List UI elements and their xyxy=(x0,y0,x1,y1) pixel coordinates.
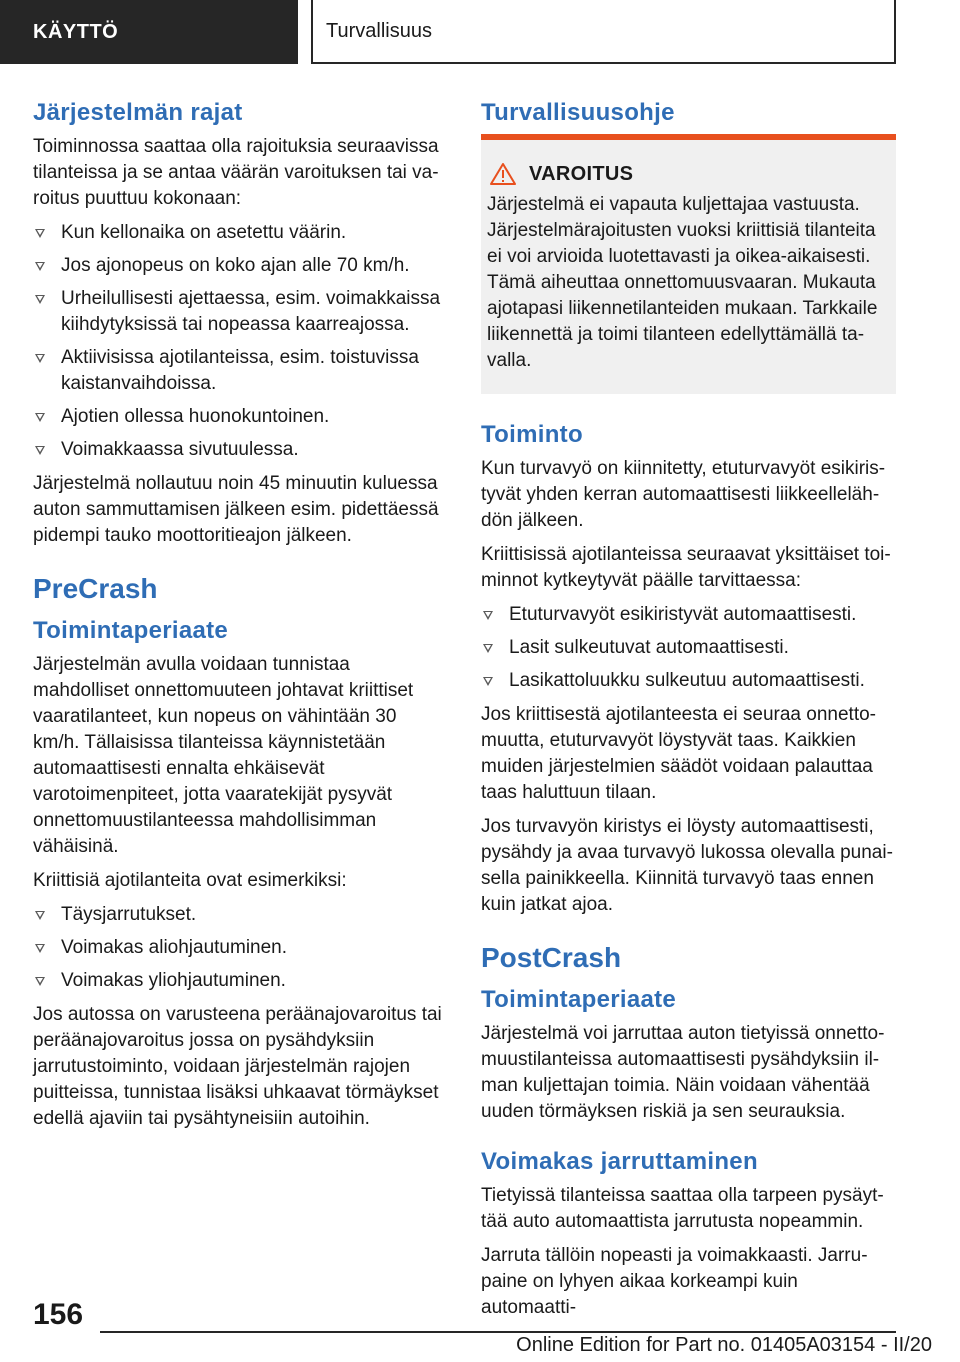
function-paragraph-1: Kun turvavyö on kiinnitetty, etuturvavyöt esikiristyvät yhden kerran automaattisesti liikkeellelähdön jälkeen. xyxy=(481,458,886,531)
triangle-bullet-icon xyxy=(35,446,45,455)
list-item: Aktiivisissa ajotilanteissa, esim. toistuvissa kaistanvaihdoissa. xyxy=(33,345,448,397)
list-item: Voimakkaassa sivutuulessa. xyxy=(33,437,448,463)
edition-footer: Online Edition for Part no. 01405A03154 - II/20 xyxy=(516,1334,932,1356)
function-list xyxy=(481,602,896,694)
limits-outro: Järjestelmä nollautuu noin 45 minuutin kuluessa auton sammuttamisen jälkeen esim. pidettäessä pidempi tauko moottoritieajon jälkeen. xyxy=(33,473,439,546)
braking-paragraph-1: Tietyissä tilanteissa saattaa olla tarpeen pysäyttää auto automaattista jarrutusta nopeammin. xyxy=(481,1185,884,1232)
function-paragraph-2: Kriittisissä ajotilanteissa seuraavat yksittäiset toiminnot kytkeytyvät päälle tarvittaessa: xyxy=(481,544,891,591)
triangle-bullet-icon xyxy=(35,354,45,363)
list-item: Ajotien ollessa huonokuntoinen. xyxy=(33,404,448,430)
right-column xyxy=(481,98,896,1329)
list-item: Etuturvavyöt esikiristyvät automaattisesti. xyxy=(481,602,896,628)
precrash-heading: PreCrash xyxy=(33,573,158,604)
principle-heading: Toimintaperiaate xyxy=(33,617,229,644)
safety-heading: Turvallisuusohje xyxy=(481,99,675,126)
triangle-bullet-icon xyxy=(35,977,45,986)
list-item: Täysjarrutukset. xyxy=(33,902,448,928)
triangle-bullet-icon xyxy=(483,644,493,653)
braking-paragraph-2: Jarruta tällöin nopeasti ja voimakkaasti. Jarrupaine on lyhyen aikaa korkeampi kuin automaatti- xyxy=(481,1245,868,1318)
page-number: 156 xyxy=(33,1298,84,1331)
critical-outro: Jos autossa on varusteena peräänajovaroitus tai peräänajovaroitus jossa on pysähdyksiin jarrutustoiminto, voidaan järjestelmän rajojen puitteissa, tunnistaa lisäksi uhkaavat törmäykset edellä ajaviin tai pysähtyneisiin autoihin. xyxy=(33,1004,442,1129)
list-item: Lasit sulkeutuvat automaattisesti. xyxy=(481,635,896,661)
section-tab xyxy=(0,0,298,64)
list-item: Kun kellonaika on asetettu väärin. xyxy=(33,220,448,246)
principle-text: Järjestelmän avulla voidaan tunnistaa mahdolliset onnettomuuteen johtavat kriittiset vaaratilanteet, kun nopeus on vähintään 30 km/h. Tällaisissa tilanteissa käynnistetään automaattisesti ennalta ehkäisevät varotoimenpiteet, jotta vaaratekijät pysyvät onnettomuustilanteessa mahdollisimman vähäisinä. xyxy=(33,654,414,857)
triangle-bullet-icon xyxy=(483,677,493,686)
limits-list xyxy=(33,220,448,463)
triangle-bullet-icon xyxy=(35,229,45,238)
function-paragraph-3: Jos kriittisestä ajotilanteesta ei seuraa onnettomuutta, etuturvavyöt löystyvät taas. Kaikkien muiden järjestelmien säädöt voidaan palauttaa taas haluttuun tilaan. xyxy=(481,704,876,803)
function-paragraph-4: Jos turvavyön kiristys ei löysty automaattisesti, pysähdy ja avaa turvavyö lukossa olevalla punaisella painikkeella. Kiinnitä turvavyö taas ennen kuin jatkat ajoa. xyxy=(481,816,893,915)
footer-divider xyxy=(100,1331,896,1333)
list-item: Voimakas aliohjautuminen. xyxy=(33,935,448,961)
triangle-bullet-icon xyxy=(35,262,45,271)
warning-title: VAROITUS xyxy=(529,162,634,185)
limits-heading: Järjestelmän rajat xyxy=(33,99,243,126)
critical-intro: Kriittisiä ajotilanteita ovat esimerkiksi: xyxy=(33,870,347,891)
topic-header xyxy=(311,0,896,64)
list-item: Urheilullisesti ajettaessa, esim. voimakkaissa kiihdytyksissä tai nopeassa kaarreajossa. xyxy=(33,286,448,338)
warning-triangle-icon xyxy=(489,162,517,186)
list-item: Lasikattoluukku sulkeutuu automaattisesti. xyxy=(481,668,896,694)
post-principle-text: Järjestelmä voi jarruttaa auton tietyissä onnettomuustilanteissa automaattisesti pysähdyksiin ilman kuljettajan toimia. Näin voidaan vähentää uuden törmäyksen riskiä ja sen seurauksia. xyxy=(481,1023,885,1122)
list-item: Voimakas yliohjautuminen. xyxy=(33,968,448,994)
triangle-bullet-icon xyxy=(35,413,45,422)
warning-box xyxy=(481,134,896,394)
triangle-bullet-icon xyxy=(35,295,45,304)
triangle-bullet-icon xyxy=(483,611,493,620)
left-column xyxy=(33,98,448,1140)
list-item: Jos ajonopeus on koko ajan alle 70 km/h. xyxy=(33,253,448,279)
warning-header xyxy=(487,162,890,186)
braking-heading: Voimakas jarruttaminen xyxy=(481,1148,758,1175)
triangle-bullet-icon xyxy=(35,944,45,953)
post-principle-heading: Toimintaperiaate xyxy=(481,986,677,1013)
critical-list xyxy=(33,902,448,994)
topic-label: Turvallisuus xyxy=(326,19,432,42)
postcrash-heading: PostCrash xyxy=(481,942,622,973)
triangle-bullet-icon xyxy=(35,911,45,920)
warning-text: Järjestelmä ei vapauta kuljettajaa vastuusta. Järjestelmärajoitusten vuoksi kriittisiä tilanteita ei voi arvioida luotettavasti ja oikea-aikaisesti. Tämä aiheuttaa onnettomuusvaaran. Mukauta ajotapasi liikennetilanteiden mukaan. Tarkkaile liikennettä ja toimi tilanteen edellyttämällä tavalla. xyxy=(487,194,878,371)
function-heading: Toiminto xyxy=(481,421,583,448)
limits-intro: Toiminnossa saattaa olla rajoituksia seuraavissa tilanteissa ja se antaa väärän varoituksen tai varoitus puuttuu kokonaan: xyxy=(33,136,439,209)
section-label: KÄYTTÖ xyxy=(33,20,119,43)
